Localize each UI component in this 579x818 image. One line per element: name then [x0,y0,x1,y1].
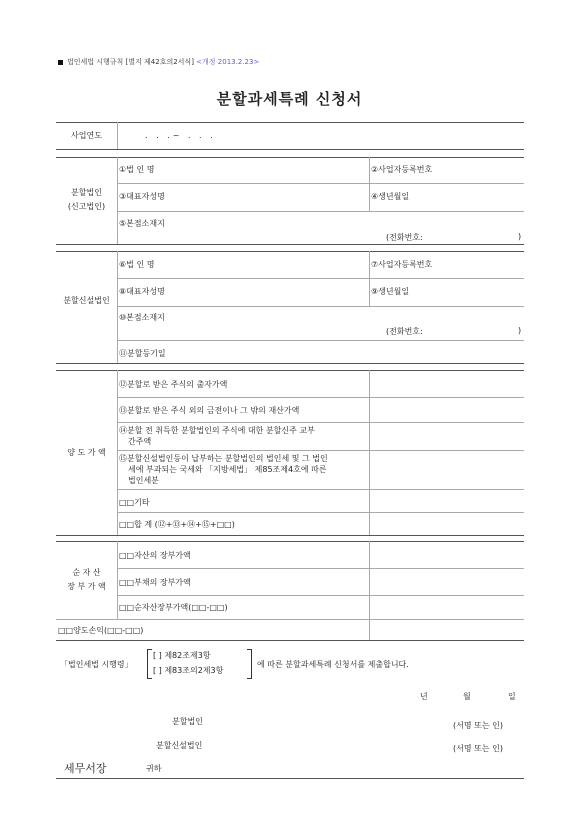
splitting-corp-label: 분할법인 (신고법인) [67,188,106,211]
rule-sec3-bottom [56,535,524,536]
declaration-act: 「법인세법 시행령」 [60,660,133,669]
row-total: □□합 계 (⑫+⑬+⑭+⑮+□□) [119,520,235,529]
rule-sec4-top [56,541,524,542]
representative-name-field[interactable]: ③대표자성명 [119,192,165,201]
value-cell-12[interactable] [371,372,521,395]
new-corp-phone-label: (전화번호: [386,327,423,336]
value-cell-18[interactable] [371,543,521,566]
value-cell-21[interactable] [371,621,521,638]
rule-year-bottom [56,149,524,150]
head-office-address-field[interactable]: ⑤본점소재지 [119,219,165,228]
new-corp-label: 분할신설법인 [63,296,110,305]
row-liability-book-value: □□부채의 장부가액 [119,578,191,587]
value-cell-17[interactable] [371,514,521,533]
birth-date-field[interactable]: ④생년월일 [371,192,410,201]
row-other-property: ⑬분할로 받은 주식 외의 금전이나 그 밖의 재산가액 [119,406,300,415]
new-corp-name-field[interactable]: ⑥법 인 명 [119,260,155,269]
row-share-contribution: ⑫분할로 받은 주식의 출자가액 [119,380,228,389]
row-other: □□기타 [119,498,150,507]
tax-office-head: 세무서장 [64,762,107,775]
signature-splitting-corp[interactable]: (서명 또는 인) [453,721,503,730]
row-asset-book-value: □□자산의 장부가액 [119,551,191,560]
form-header [58,57,259,67]
phone-label: (전화번호: [386,233,423,242]
declaration-text: 에 따른 분할과세특례 신청서를 제출합니다. [257,660,409,669]
new-corp-address-field[interactable]: ⑩본점소재지 [119,313,165,322]
rule-top [56,122,524,123]
new-corp-representative-field[interactable]: ⑧대표자성명 [119,287,165,296]
option-article-82-checkbox[interactable]: [ ] 제82조제3항 [153,651,211,660]
value-cell-13[interactable] [371,399,521,420]
square-bullet-icon [58,60,63,65]
regulation-reference: 법인세법 시행규칙 [별지 제42호의2서식] [67,58,194,66]
bracket-left [147,649,152,679]
new-corp-reg-number-field[interactable]: ⑦사업자등록번호 [371,260,433,269]
new-corp-phone-close: ) [518,326,522,335]
split-registration-date-field[interactable]: ⑪분할등기일 [119,349,166,358]
date-year: 년 [420,692,428,701]
value-cell-15[interactable] [371,452,521,487]
signer-new-corp: 분할신설법인 [156,741,203,750]
corp-name-field[interactable]: ①법 인 명 [119,165,155,174]
value-cell-14[interactable] [371,424,521,448]
option-article-83-2-checkbox[interactable]: [ ] 제83조의2제3항 [153,666,224,675]
rule-sec1-top [56,157,524,158]
net-assets-label: 순 자 산 장 부 가 액 [67,568,106,591]
value-cell-16[interactable] [371,491,521,510]
value-cell-20[interactable] [371,597,521,617]
value-cell-19[interactable] [371,570,521,593]
business-reg-number-field[interactable]: ②사업자등록번호 [371,165,433,174]
recipient-honorific: 귀하 [146,764,162,773]
rule-sec1-bottom [56,244,524,245]
signature-new-corp[interactable]: (서명 또는 인) [453,744,503,753]
row-corporate-tax-paid: ⑮분할신설법인등이 납부하는 분할법인의 법인세 및 그 법인 세에 부과되는 국세와 「지방세법」 제85조제4호에 따른 법인세분 [119,454,328,485]
signer-splitting-corp: 분할법인 [172,717,203,726]
rule-sec2-bottom [56,363,524,364]
new-corp-birth-date-field[interactable]: ⑨생년월일 [371,287,410,296]
row-net-asset-book-value: □□순자산장부가액(□□-□□) [119,603,228,612]
date-day: 일 [508,692,516,701]
rule-sec2-top [56,251,524,252]
date-month: 월 [463,692,471,701]
revision-note: <개정 2013.2.23> [196,58,260,66]
rule-sec4-bottom [56,640,524,641]
row-transfer-gain-loss: □□양도손익(□□-□□) [58,626,144,635]
phone-close: ) [518,232,522,241]
transfer-value-label: 양 도 가 액 [67,448,106,457]
row-deemed-shares: ⑭분할 전 취득한 분할법인의 주식에 대한 분할신주 교부 간주액 [119,426,315,446]
rule-sec3-top [56,370,524,371]
business-year-input[interactable]: . . .~ . . . [145,131,216,140]
bracket-right [247,649,252,679]
business-year-label: 사업연도 [71,131,102,140]
page-title: 분할과세특례 신청서 [216,90,363,108]
rule-bottom [56,778,524,779]
